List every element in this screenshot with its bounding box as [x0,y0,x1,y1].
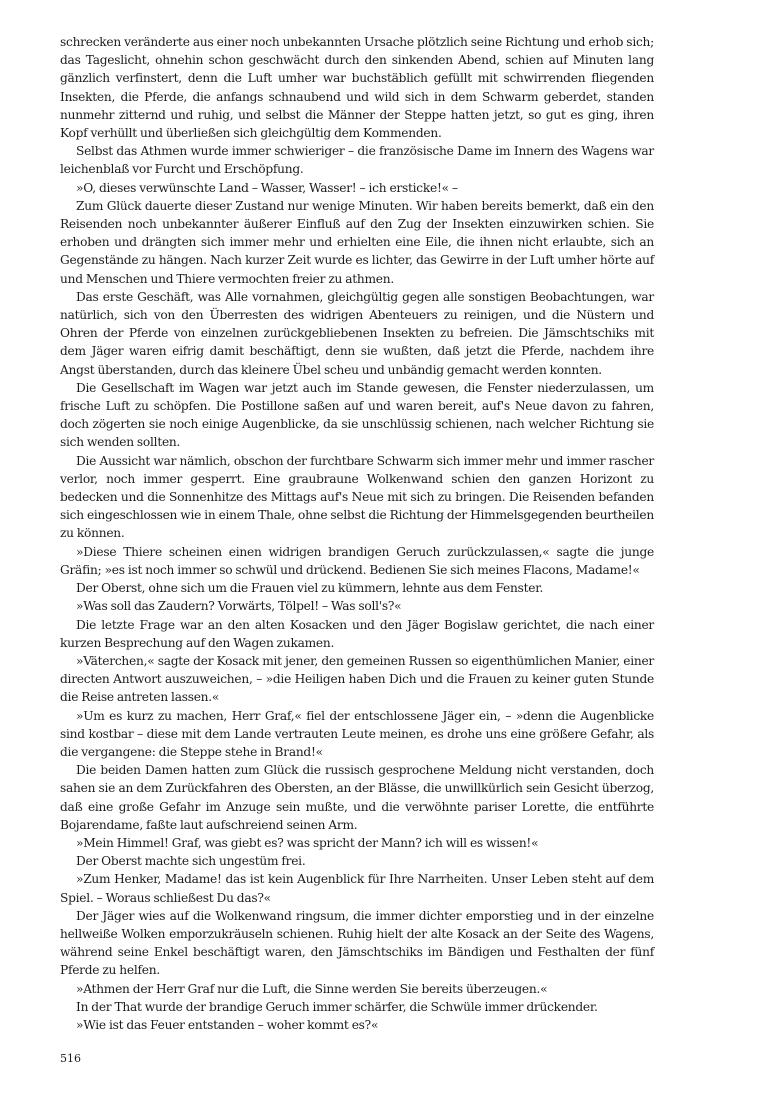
paragraph: »Wie ist das Feuer entstanden – woher kommt es?« [76,1017,379,1032]
paragraph: Die letzte Frage war an den alten Kosacken und den Jäger Bogislaw gerichtet, die nach einer kurzen Besprechung auf den Wagen zukamen. [60,617,654,650]
paragraph: Zum Glück dauerte dieser Zustand nur wenige Minuten. Wir haben bereits bemerkt, daß ein den Reisenden noch unbekannter äußerer Einfluß auf den Zug der Insekten einzuwirken schien. Sie erhoben und drängten sich immer mehr und erhielten eine Eile, die ihnen nicht erlaubte, sich an Gegenstände zu hängen. Nach kurzer Zeit wurde es lichter, das Gewirre in der Luft umher hörte auf und Menschen und Thiere vermochten freier zu athmen. [60,198,654,286]
paragraph: In der That wurde der brandige Geruch immer schärfer, die Schwüle immer drückender. [76,999,598,1014]
paragraph: schrecken veränderte aus einer noch unbekannten Ursache plötzlich seine Richtung und erhob sich; das Tageslicht, ohnehin schon geschwächt durch den sinkenden Abend, schien auf Minuten lang gänzlich verfinstert, denn die Luft umher war buchstäblich gefüllt mit schwirrenden fliegenden Insekten, die Pferde, die anfangs schnaubend und wild sich in dem Schwarm geberdet, standen nunmehr zitternd und ruhig, und selbst die Männer der Steppe hatten jetzt, so gut es ging, ihren Kopf verhüllt und überließen sich gleichgültig dem Kommenden. [60,35,654,141]
paragraph: »Diese Thiere scheinen einen widrigen brandigen Geruch zurückzulassen,« sagte die junge Gräfin; »es ist noch immer so schwül und drückend. Bedienen Sie sich meines Flacons, Madame!« [60,544,654,577]
paragraph: Das erste Geschäft, was Alle vornahmen, gleichgültig gegen alle sonstigen Beobachtungen, war natürlich, sich von den Überresten des widrigen Abenteuers zu reinigen, und die Nüstern und Ohren der Pferde von einzelnen zurückgebliebenen Insekten zu befreien. Die Jämschtschiks mit dem Jäger waren eifrig damit beschäftigt, denn sie wußten, daß jetzt die Pferde, nachdem ihre Angst überstanden, durch das kleinere Übel scheu und unbändig gemacht werden konnten. [60,289,654,377]
paragraph: Selbst das Athmen wurde immer schwieriger – die französische Dame im Innern des Wagens war leichenblaß vor Furcht und Erschöpfung. [60,144,654,177]
paragraph: »O, dieses verwünschte Land – Wasser, Wasser! – ich ersticke!« – [76,180,458,195]
paragraph: »Athmen der Herr Graf nur die Luft, die Sinne werden Sie bereits überzeugen.« [76,981,548,996]
paragraph: Die Aussicht war nämlich, obschon der furchtbare Schwarm sich immer mehr und immer rascher verlor, noch immer gesperrt. Eine graubraune Wolkenwand schien den ganzen Horizont zu bedecken und die Sonnenhitze des Mittags auf's Neue mit sich zu bringen. Die Reisenden befanden sich eingeschlossen wie in einem Thale, ohne selbst die Richtung der Himmelsgegenden beurtheilen zu können. [60,453,654,541]
paragraph: Der Jäger wies auf die Wolkenwand ringsum, die immer dichter emporstieg und in der einzelne hellweiße Wolken emporzukräuseln schienen. Ruhig hielt der alte Kosack an der Seite des Wagens, während seine Enkel beschäftigt waren, den Jämschtschiks im Bändigen und Festhalten der fünf Pferde zu helfen. [60,908,654,978]
paragraph: »Väterchen,« sagte der Kosack mit jener, den gemeinen Russen so eigenthümlichen Manier, einer directen Antwort auszuweichen, – »die Heiligen haben Dich und die Frauen zu keiner guten Stunde die Reise antreten lassen.« [60,653,654,705]
text-block [60,33,654,1034]
paragraph: Die Gesellschaft im Wagen war jetzt auch im Stande gewesen, die Fenster niederzulassen, um frische Luft zu schöpfen. Die Postillone saßen auf und waren bereit, auf's Neue davon zu fahren, doch zögerten sie noch einige Augenblicke, da sie unschlüssig schienen, nach welcher Richtung sie sich wenden sollten. [60,380,654,450]
paragraph: »Um es kurz zu machen, Herr Graf,« fiel der entschlossene Jäger ein, – »denn die Augenblicke sind kostbar – diese mit dem Lande vertrauten Leute meinen, es drohe uns eine größere Gefahr, als die vergangene: die Steppe stehe in Brand!« [60,708,654,759]
paragraph: Der Oberst machte sich ungestüm frei. [76,854,306,869]
paragraph: »Mein Himmel! Graf, was giebt es? was spricht der Mann? ich will es wissen!« [76,835,539,850]
page-number: 516 [60,1052,81,1065]
paragraph: Der Oberst, ohne sich um die Frauen viel zu kümmern, lehnte aus dem Fenster. [76,581,544,596]
paragraph: »Was soll das Zaudern? Vorwärts, Tölpel! – Was soll's?« [76,599,402,614]
paragraph: Die beiden Damen hatten zum Glück die russisch gesprochene Meldung nicht verstanden, doch sahen sie an dem Zurückfahren des Obersten, an der Blässe, die unwillkürlich sein Gesicht überzog, daß eine große Gefahr im Anzuge sein mußte, und die verwöhnte pariser Lorette, die entführte Bojarendame, faßte laut aufschreiend seinen Arm. [60,763,654,832]
paragraph: »Zum Henker, Madame! das ist kein Augenblick für Ihre Narrheiten. Unser Leben steht auf dem Spiel. – Woraus schließest Du das?« [60,872,654,905]
